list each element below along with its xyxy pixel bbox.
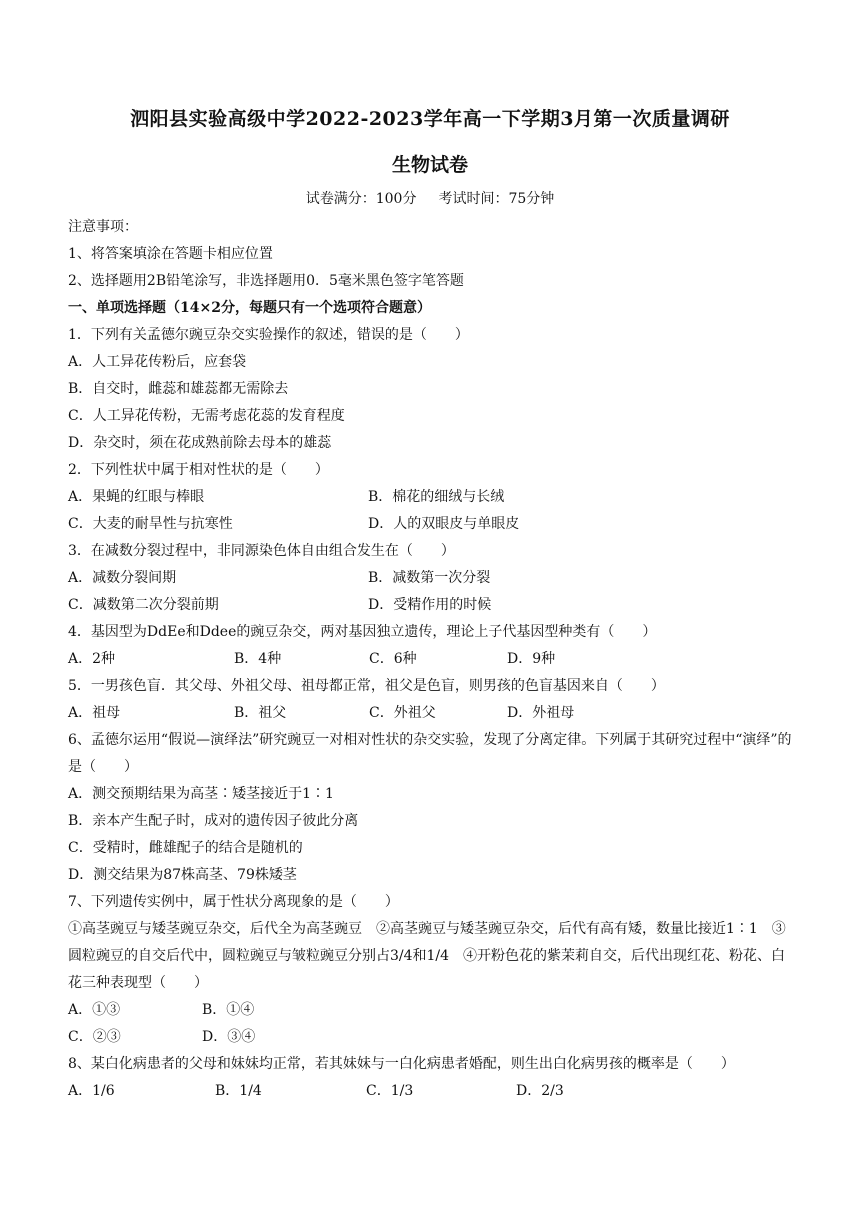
option-row bbox=[68, 511, 796, 538]
question-stem: 2．下列性状中属于相对性状的是（ ） bbox=[68, 462, 329, 478]
exam-body bbox=[68, 214, 796, 1105]
option-row bbox=[68, 646, 796, 673]
option: A．减数分裂间期 bbox=[68, 570, 177, 586]
option: D．人的双眼皮与单眼皮 bbox=[368, 516, 520, 532]
option-row bbox=[68, 700, 796, 727]
option: C．1/3 bbox=[366, 1083, 414, 1099]
option: B．祖父 bbox=[234, 705, 287, 721]
option: A．①③ bbox=[68, 1002, 121, 1018]
section-heading: 一、单项选择题（14×2分，每题只有一个选项符合题意） bbox=[68, 300, 431, 316]
option: D．9种 bbox=[507, 651, 556, 667]
option: C．6种 bbox=[369, 651, 417, 667]
option-row bbox=[68, 484, 796, 511]
question-body: ①高茎豌豆与矮茎豌豆杂交，后代全为高茎豌豆 ②高茎豌豆与矮茎豌豆杂交，后代有高有矮，数量比接近1∶1 ③圆粒豌豆的自交后代中，圆粒豌豆与皱粒豌豆分别占3/4和1/4 ④开粉色花的紫茉莉自交，后代出现红花、粉花、白花三种表现型（ ） bbox=[68, 921, 786, 991]
option: B．棉花的细绒与长绒 bbox=[368, 489, 505, 505]
option-row bbox=[68, 997, 796, 1024]
option-row bbox=[68, 565, 796, 592]
option: C．减数第二次分裂前期 bbox=[68, 597, 219, 613]
question-stem: 3．在减数分裂过程中，非同源染色体自由组合发生在（ ） bbox=[68, 543, 455, 559]
option: C．外祖父 bbox=[369, 705, 436, 721]
option: A．1/6 bbox=[68, 1083, 115, 1099]
option: B．①④ bbox=[202, 1002, 255, 1018]
option: B．1/4 bbox=[215, 1083, 262, 1099]
option: D．受精作用的时候 bbox=[368, 597, 492, 613]
option-row bbox=[68, 1024, 796, 1051]
option: A．祖母 bbox=[68, 705, 121, 721]
option: D．外祖母 bbox=[507, 705, 575, 721]
question-stem: 4．基因型为DdEe和Ddee的豌豆杂交，两对基因独立遗传，理论上子代基因型种类有（ ） bbox=[68, 624, 657, 640]
notes-heading: 注意事项： bbox=[68, 219, 138, 235]
option-row bbox=[68, 592, 796, 619]
option: D．③④ bbox=[202, 1029, 256, 1045]
question-stem: 7、下列遗传实例中，属于性状分离现象的是（ ） bbox=[68, 894, 399, 910]
option: B．减数第一次分裂 bbox=[368, 570, 491, 586]
option: C．受精时，雌雄配子的结合是随机的 bbox=[68, 840, 303, 856]
option: D．2/3 bbox=[516, 1083, 564, 1099]
option-row bbox=[68, 1078, 796, 1105]
exam-title: 泗阳县实验高级中学2022-2023学年高一下学期3月第一次质量调研 bbox=[130, 108, 730, 130]
option: D．测交结果为87株高茎、79株矮茎 bbox=[68, 867, 297, 883]
question-stem: 1．下列有关孟德尔豌豆杂交实验操作的叙述，错误的是（ ） bbox=[68, 327, 469, 343]
question-stem: 6、孟德尔运用“假说—演绎法”研究豌豆一对相对性状的杂交实验，发现了分离定律。下列属于其研究过程中“演绎”的是（ ） bbox=[68, 732, 792, 775]
option: A．人工异花传粉后，应套袋 bbox=[68, 354, 247, 370]
option: A．2种 bbox=[68, 651, 116, 667]
full-score: 试卷满分：100分 bbox=[305, 191, 417, 207]
note-item: 1、将答案填涂在答题卡相应位置 bbox=[68, 246, 273, 262]
option: B．亲本产生配子时，成对的遗传因子彼此分离 bbox=[68, 813, 359, 829]
option: C．大麦的耐旱性与抗寒性 bbox=[68, 516, 233, 532]
option: B．自交时，雌蕊和雄蕊都无需除去 bbox=[68, 381, 289, 397]
option: B．4种 bbox=[234, 651, 282, 667]
question-stem: 5．一男孩色盲．其父母、外祖父母、祖母都正常，祖父是色盲，则男孩的色盲基因来自（ ） bbox=[68, 678, 665, 694]
option: C．②③ bbox=[68, 1029, 121, 1045]
exam-meta bbox=[0, 188, 860, 208]
exam-subject: 生物试卷 bbox=[391, 154, 468, 176]
option: A．测交预期结果为高茎∶矮茎接近于1∶1 bbox=[68, 786, 334, 802]
option: D．杂交时，须在花成熟前除去母本的雄蕊 bbox=[68, 435, 332, 451]
question-stem: 8、某白化病患者的父母和妹妹均正常，若其妹妹与一白化病患者婚配，则生出白化病男孩的概率是（ ） bbox=[68, 1056, 735, 1072]
exam-time: 考试时间：75分钟 bbox=[438, 191, 555, 207]
option: A．果蝇的红眼与棒眼 bbox=[68, 489, 205, 505]
note-item: 2、选择题用2B铅笔涂写，非选择题用0．5毫米黑色签字笔答题 bbox=[68, 273, 464, 289]
option: C．人工异花传粉，无需考虑花蕊的发育程度 bbox=[68, 408, 345, 424]
